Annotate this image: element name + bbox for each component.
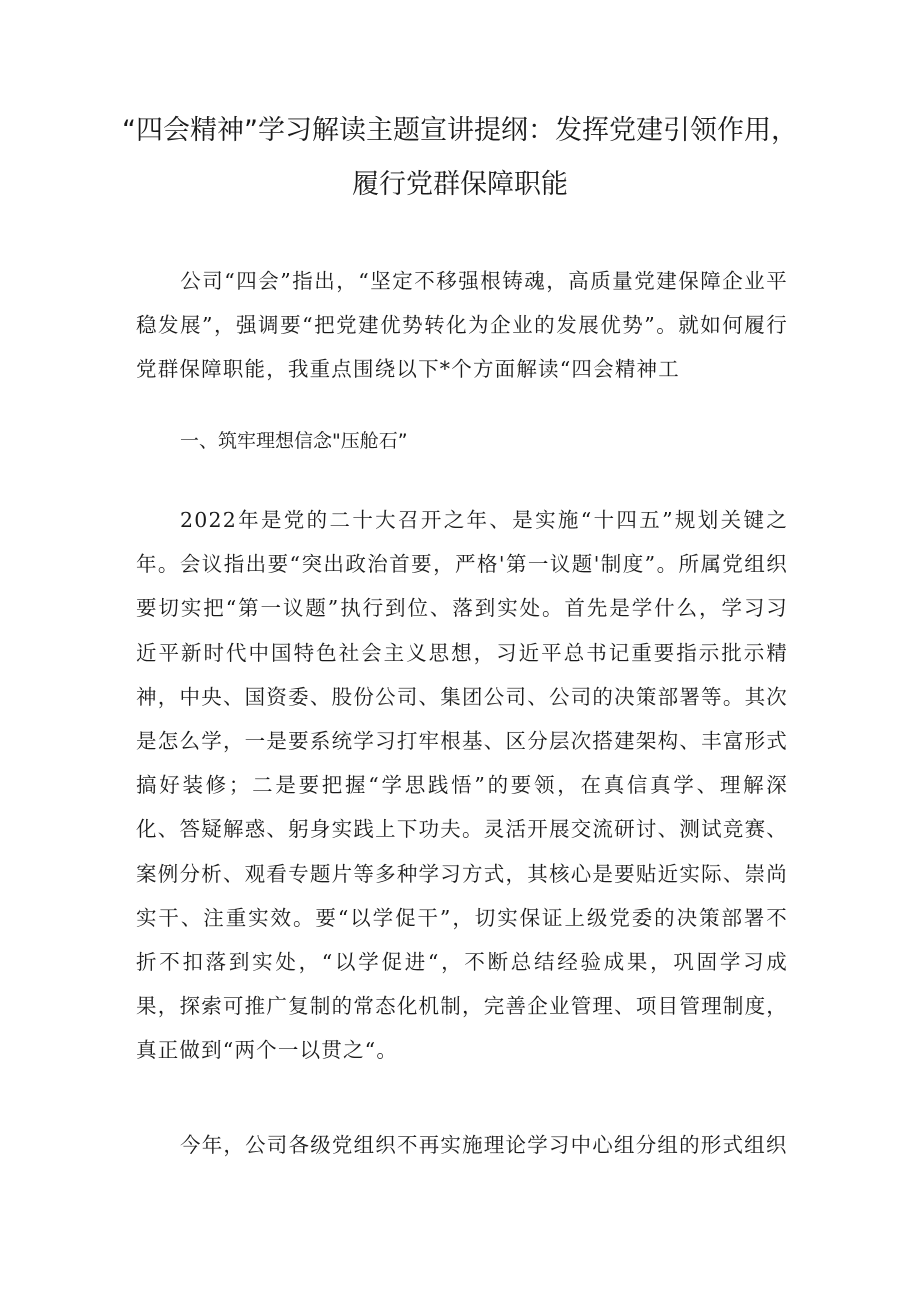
section-paragraph-2-text: 今年，公司各级党组织不再实施理论学习中心组分组的形式组织 [180, 1133, 788, 1157]
section-paragraph-text: 2022年是党的二十大召开之年、是实施“十四五”规划关键之年。会议指出要“突出政治首要，严格'第一议题'制度”。所属党组织要切实把“第一议题”执行到位、落到实处。首先是学什么，学习习近平新时代中国特色社会主义思想，习近平总书记重要指示批示精神，中央、国资委、股份公司、集团公司、公司的决策部署等。其次是怎么学，一是要系统学习打牢根基、区分层次搭建架构、丰富形式搞好装修；二是要把握“学思践悟”的要领，在真信真学、理解深化、答疑解惑、躬身实践上下功夫。灵活开展交流研讨、测试竞赛、案例分析、观看专题片等多种学习方式，其核心是要贴近实际、崇尚实干、注重实效。要“以学促干”，切实保证上级党委的决策部署不折不扣落到实处，“以学促进“，不断总结经验成果，巩固学习成果，探索可推广复制的常态化机制，完善企业管理、项目管理制度，真正做到“两个一以贯之“。 [136, 508, 788, 1063]
document-title: “四会精神”学习解读主题宣讲提纲：发挥党建引领作用，履行党群保障职能 [122, 115, 798, 200]
section-paragraph [136, 498, 788, 1073]
section-heading: 一、筑牢理想信念"压舱石” [180, 430, 408, 452]
section-paragraph-2 [136, 1123, 788, 1167]
intro-text: 公司“四会”指出，“坚定不移强根铸魂，高质量党建保障企业平稳发展”，强调要“把党建优势转化为企业的发展优势”。就如何履行党群保障职能，我重点围绕以下*个方面解读“四会精神工 [136, 269, 788, 382]
intro-paragraph [136, 259, 788, 392]
